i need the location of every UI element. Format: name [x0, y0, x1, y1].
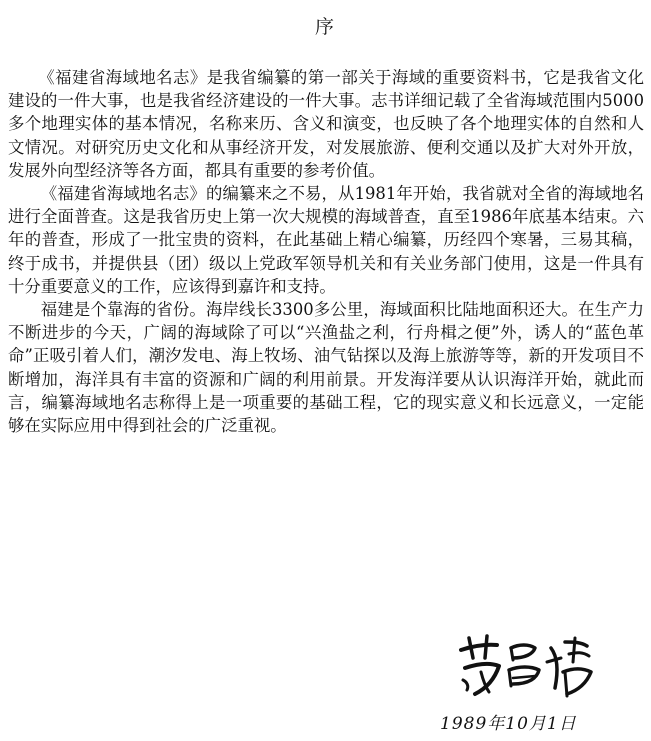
handwritten-signature	[455, 628, 595, 708]
page-title: 序	[314, 16, 336, 38]
preface-date: 1989年10月1日	[440, 714, 577, 734]
preface-body	[8, 66, 644, 437]
paragraph-2: 《福建省海域地名志》的编纂来之不易，从1981年开始，我省就对全省的海域地名进行全面普查。这是我省历史上第一次大规模的海域普查，直至1986年底基本结束。六年的普查，形成了一批宝贵的资料，在此基础上精心编纂，历经四个寒暑，三易其稿，终于成书，并提供县（团）级以上党政军领导机关和有关业务部门使用，这是一件具有十分重要意义的工作，应该得到嘉许和支持。	[8, 184, 644, 296]
paragraph-3: 福建是个靠海的省份。海岸线长3300多公里，海域面积比陆地面积还大。在生产力不断进步的今天，广阔的海域除了可以“兴渔盐之利，行舟楫之便”外，诱人的“蓝色革命”正吸引着人们，潮汐发电、海上牧场、油气钻探以及海上旅游等等，新的开发项目不断增加，海洋具有丰富的资源和广阔的利用前景。开发海洋要从认识海洋开始，就此而言，编纂海域地名志称得上是一项重要的基础工程，它的现实意义和长远意义，一定能够在实际应用中得到社会的广泛重视。	[8, 300, 644, 436]
paragraph-1: 《福建省海域地名志》是我省编纂的第一部关于海域的重要资料书，它是我省文化建设的一件大事，也是我省经济建设的一件大事。志书详细记载了全省海域范围内5000多个地理实体的基本情况，名称来历、含义和演变，也反映了各个地理实体的自然和人文情况。对研究历史文化和从事经济开发，对发展旅游、便利交通以及扩大对外开放，发展外向型经济等各方面，都具有重要的参考价值。	[8, 68, 644, 180]
